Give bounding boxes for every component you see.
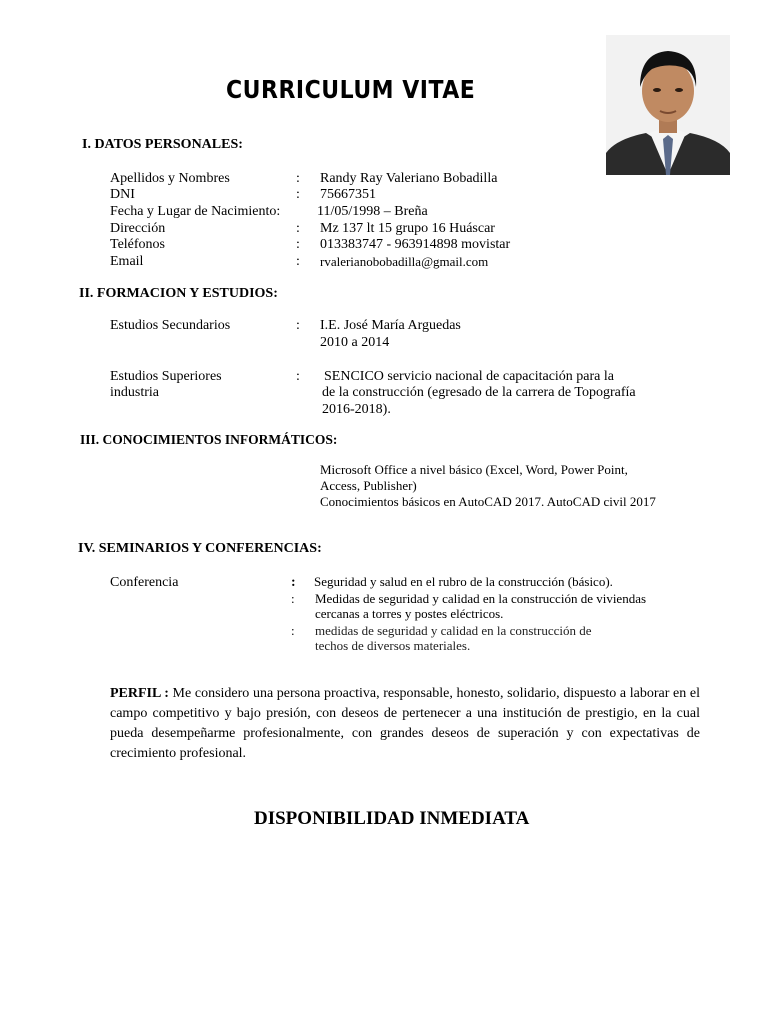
label-apellidos: Apellidos y Nombres [110,171,230,186]
sep-dni: : [296,187,300,202]
secundarios-school: I.E. José María Arguedas [320,318,461,333]
informatica-line-3: Conocimientos básicos en AutoCAD 2017. AutoCAD civil 2017 [320,494,656,509]
label-superiores-2: industria [110,385,159,400]
perfil-label: PERFIL : [110,686,169,701]
seminario-2-line-2: cercanas a torres y postes eléctricos. [315,606,504,621]
perfil-paragraph [110,684,700,764]
perfil-text: Me considero una persona proactiva, responsable, honesto, solidario, dispuesto a laborar en el campo competitivo y bajo presión, con deseos de pertenecer a una institución de prestigio, en la cual pueda desempeñarme profesionalmente, con grandes deseos de superación y con expectativas de crecimiento profesional. [110,686,701,761]
value-email: rvalerianobobadilla@gmail.com [320,254,489,269]
seminario-2-line-1: Medidas de seguridad y calidad en la construcción de viviendas [315,591,647,606]
section-heading-datos: I. DATOS PERSONALES: [82,137,243,152]
informatica-line-1: Microsoft Office a nivel básico (Excel, Word, Power Point, [320,462,628,477]
section-heading-informatica: III. CONOCIMIENTOS INFORMÁTICOS: [80,432,338,447]
label-conferencia: Conferencia [110,575,179,590]
secundarios-years: 2010 a 2014 [320,335,390,350]
label-dni: DNI [110,187,135,202]
sep-email: : [296,254,300,269]
seminario-1-line-1: Seguridad y salud en el rubro de la construcción (básico). [314,574,613,589]
label-direccion: Dirección [110,221,166,236]
sep-seminario-1: : [291,575,296,590]
page-title: CURRICULUM VITAE [226,76,476,105]
sep-superiores: : [296,369,300,384]
superiores-line-2: de la construcción (egresado de la carrera de Topografía [322,385,636,400]
sep-telefonos: : [296,237,300,252]
profile-photo [606,35,730,175]
superiores-line-1: SENCICO servicio nacional de capacitación para la [324,369,614,384]
section-heading-formacion: II. FORMACION Y ESTUDIOS: [79,286,278,301]
seminario-3-line-1: medidas de seguridad y calidad en la construcción de [315,623,592,638]
disponibilidad-heading: DISPONIBILIDAD INMEDIATA [254,808,530,829]
label-telefonos: Teléfonos [110,237,166,252]
sep-direccion: : [296,221,300,236]
value-dni: 75667351 [320,187,376,202]
label-secundarios: Estudios Secundarios [110,318,231,333]
label-fecha: Fecha y Lugar de Nacimiento: [110,204,281,219]
person-photo-icon [606,35,730,175]
sep-apellidos: : [296,171,300,186]
value-direccion: Mz 137 lt 15 grupo 16 Huáscar [320,221,495,236]
value-telefonos: 013383747 - 963914898 movistar [320,237,511,252]
label-email: Email [110,254,144,269]
sep-secundarios: : [296,318,300,333]
seminario-3-line-2: techos de diversos materiales. [315,638,471,653]
sep-seminario-3: : [291,623,295,638]
label-superiores: Estudios Superiores [110,369,222,384]
section-heading-seminarios: IV. SEMINARIOS Y CONFERENCIAS: [78,541,322,556]
value-fecha: 11/05/1998 – Breña [317,204,428,219]
value-apellidos: Randy Ray Valeriano Bobadilla [320,171,498,186]
sep-seminario-2: : [291,591,295,606]
informatica-line-2: Access, Publisher) [320,478,417,493]
superiores-line-3: 2016-2018). [322,402,391,417]
